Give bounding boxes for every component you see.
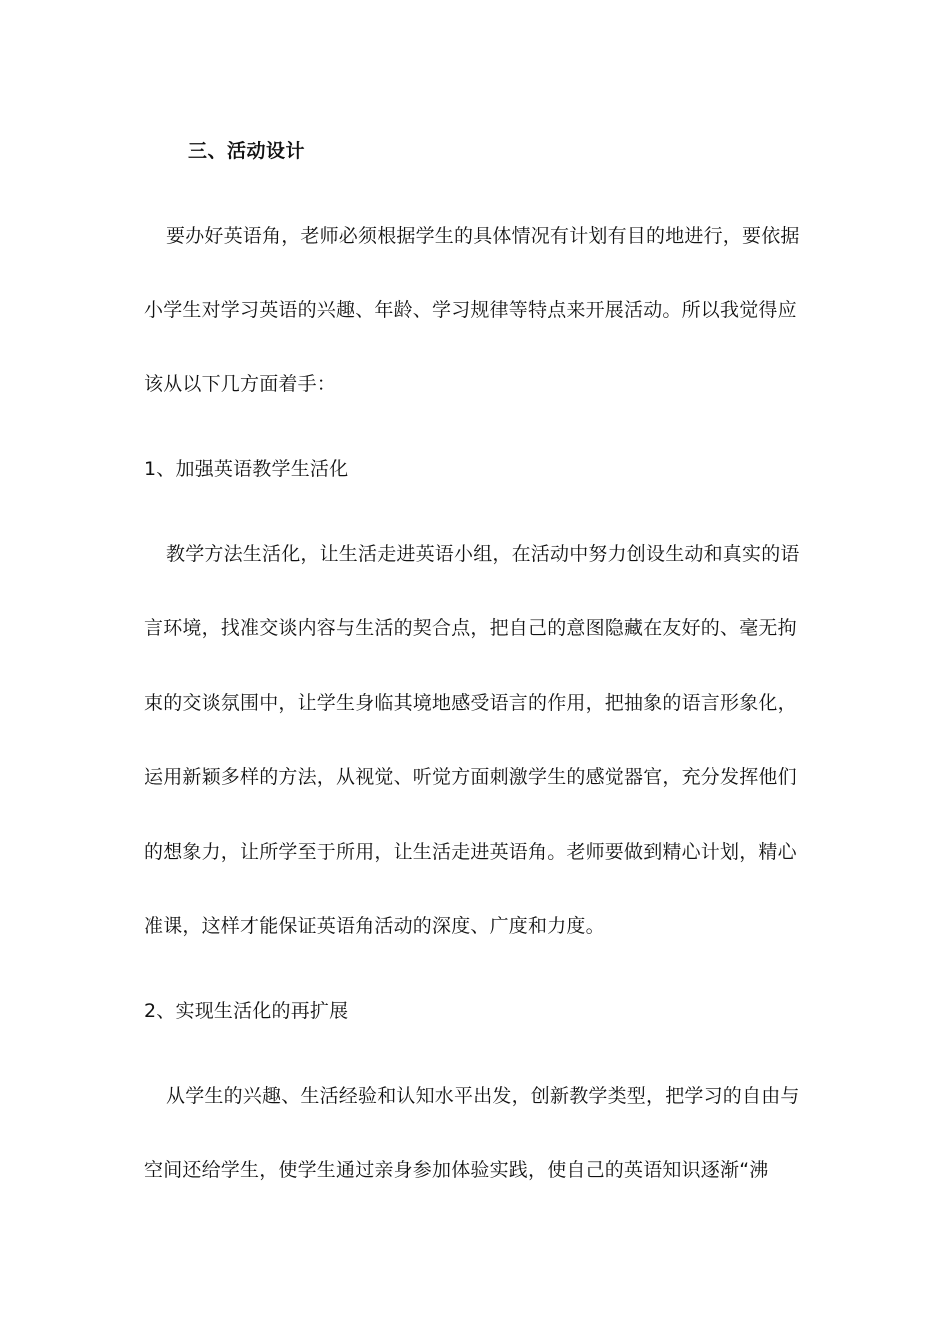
paragraph-line: 的想象力，让所学至于所用，让生活走进英语角。老师要做到精心计划，精心 bbox=[144, 841, 797, 863]
paragraph-line: 该从以下几方面着手： bbox=[144, 373, 337, 395]
paragraph-line: 言环境，找准交谈内容与生活的契合点，把自己的意图隐藏在友好的、毫无拘 bbox=[144, 617, 797, 639]
section-heading: 三、活动设计 bbox=[188, 140, 306, 162]
paragraph-line: 要办好英语角，老师必须根据学生的具体情况有计划有目的地进行，要依据 bbox=[166, 225, 800, 247]
paragraph-line: 束的交谈氛围中，让学生身临其境地感受语言的作用，把抽象的语言形象化， bbox=[144, 692, 797, 714]
paragraph-line: 准课，这样才能保证英语角活动的深度、广度和力度。 bbox=[144, 915, 605, 937]
paragraph-line: 教学方法生活化，让生活走进英语小组，在活动中努力创设生动和真实的语 bbox=[166, 543, 800, 565]
paragraph-line: 从学生的兴趣、生活经验和认知水平出发，创新教学类型，把学习的自由与 bbox=[166, 1085, 800, 1107]
paragraph-line: 空间还给学生，使学生通过亲身参加体验实践，使自己的英语知识逐渐“沸 bbox=[144, 1159, 769, 1181]
item-2-title: 2、实现生活化的再扩展 bbox=[144, 1000, 349, 1022]
item-1-title: 1、加强英语教学生活化 bbox=[144, 458, 349, 480]
paragraph-line: 小学生对学习英语的兴趣、年龄、学习规律等特点来开展活动。所以我觉得应 bbox=[144, 299, 797, 321]
paragraph-line: 运用新颖多样的方法，从视觉、听觉方面刺激学生的感觉器官，充分发挥他们 bbox=[144, 766, 797, 788]
